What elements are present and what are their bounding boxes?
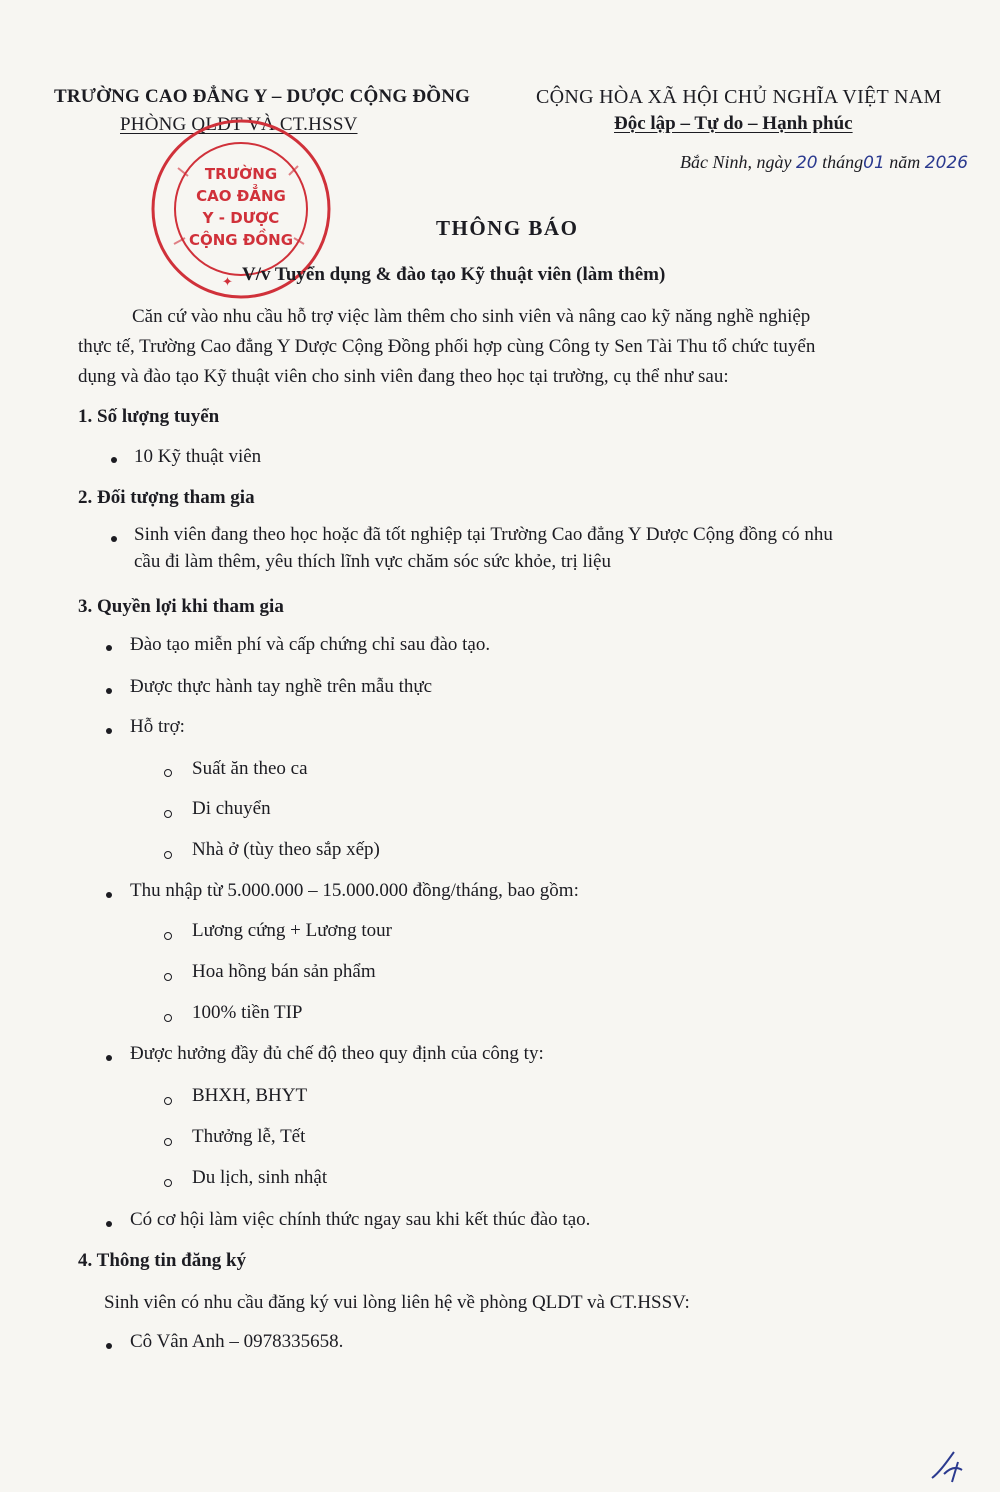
stamp-line-1: TRƯỜNG xyxy=(204,165,278,183)
bullet-icon xyxy=(111,536,117,542)
svg-text:✦: ✦ xyxy=(222,275,233,290)
stamp-line-4: CỘNG ĐỒNG xyxy=(188,231,294,249)
stamp-line-2: CAO ĐẲNG xyxy=(196,187,286,205)
date-month: 01 xyxy=(863,153,885,173)
bullet-icon xyxy=(106,1221,112,1227)
list-item: Sinh viên đang theo học hoặc đã tốt nghiệp tại Trường Cao đẳng Y Dược Cộng đồng có nhu xyxy=(134,524,833,545)
section-4-heading: 4. Thông tin đăng ký xyxy=(78,1250,247,1271)
date-line xyxy=(680,152,968,173)
national-motto: Độc lập – Tự do – Hạnh phúc xyxy=(614,113,853,134)
bullet-icon xyxy=(106,645,112,651)
document-subject: V/v Tuyển dụng & đào tạo Kỹ thuật viên (làm thêm) xyxy=(242,264,666,285)
intro-line-2: thực tế, Trường Cao đẳng Y Dược Cộng Đồng phối hợp cùng Công ty Sen Tài Thu tổ chức tuyển xyxy=(78,336,816,357)
section-2-heading: 2. Đối tượng tham gia xyxy=(78,487,255,508)
sub-list-item: Nhà ở (tùy theo sắp xếp) xyxy=(192,839,380,860)
list-item: Đào tạo miễn phí và cấp chứng chỉ sau đào tạo. xyxy=(130,634,491,655)
stamp-line-3: Y - DƯỢC xyxy=(202,209,280,227)
list-item: Được thực hành tay nghề trên mẫu thực xyxy=(130,676,433,697)
country-name: CỘNG HÒA XÃ HỘI CHỦ NGHĨA VIỆT NAM xyxy=(536,86,942,108)
sub-bullet-icon xyxy=(164,810,172,818)
section-3-heading: 3. Quyền lợi khi tham gia xyxy=(78,596,284,617)
section-1-heading: 1. Số lượng tuyển xyxy=(78,406,220,427)
sub-list-item: Hoa hồng bán sản phẩm xyxy=(192,961,376,982)
sub-list-item: BHXH, BHYT xyxy=(192,1085,308,1106)
sub-bullet-icon xyxy=(164,851,172,859)
list-item: Có cơ hội làm việc chính thức ngay sau khi kết thúc đào tạo. xyxy=(130,1209,591,1230)
list-item: Hỗ trợ: xyxy=(130,716,185,737)
date-year-label: năm xyxy=(889,152,921,172)
sub-bullet-icon xyxy=(164,1138,172,1146)
sub-bullet-icon xyxy=(164,769,172,777)
bullet-icon xyxy=(106,728,112,734)
sub-list-item: Lương cứng + Lương tour xyxy=(192,920,392,941)
list-item: Thu nhập từ 5.000.000 – 15.000.000 đồng/tháng, bao gồm: xyxy=(130,880,579,901)
bullet-icon xyxy=(106,1055,112,1061)
sub-list-item: 100% tiền TIP xyxy=(192,1002,303,1023)
initials-mark-icon xyxy=(926,1448,976,1488)
bullet-icon xyxy=(106,1343,112,1349)
sub-bullet-icon xyxy=(164,973,172,981)
sub-list-item: Du lịch, sinh nhật xyxy=(192,1167,328,1188)
sub-bullet-icon xyxy=(164,1014,172,1022)
date-place: Bắc Ninh, ngày xyxy=(680,152,792,172)
department-name: PHÒNG QLĐT VÀ CT.HSSV xyxy=(120,114,358,135)
bullet-icon xyxy=(106,892,112,898)
intro-line-1: Căn cứ vào nhu cầu hỗ trợ việc làm thêm cho sinh viên và nâng cao kỹ năng nghề nghiệp xyxy=(132,306,811,327)
sub-list-item: Di chuyển xyxy=(192,798,271,819)
list-item-continued: cầu đi làm thêm, yêu thích lĩnh vực chăm sóc sức khỏe, trị liệu xyxy=(134,551,611,572)
date-year: 2026 xyxy=(924,153,969,173)
date-day: 20 xyxy=(795,153,818,173)
intro-line-3: dụng và đào tạo Kỹ thuật viên cho sinh viên đang theo học tại trường, cụ thể như sau: xyxy=(78,366,729,387)
registration-info: Sinh viên có nhu cầu đăng ký vui lòng liên hệ về phòng QLDT và CT.HSSV: xyxy=(104,1292,690,1313)
sub-list-item: Suất ăn theo ca xyxy=(192,758,308,779)
document-title: THÔNG BÁO xyxy=(436,216,579,240)
sub-bullet-icon xyxy=(164,1097,172,1105)
school-name: TRƯỜNG CAO ĐẲNG Y – DƯỢC CỘNG ĐỒNG xyxy=(54,86,471,107)
sub-bullet-icon xyxy=(164,1179,172,1187)
sub-bullet-icon xyxy=(164,932,172,940)
date-month-label: tháng xyxy=(822,152,864,172)
list-item: 10 Kỹ thuật viên xyxy=(134,446,262,467)
bullet-icon xyxy=(111,457,117,463)
sub-list-item: Thưởng lễ, Tết xyxy=(192,1126,306,1147)
list-item: Được hưởng đầy đủ chế độ theo quy định của công ty: xyxy=(130,1043,544,1064)
contact-item: Cô Vân Anh – 0978335658. xyxy=(130,1331,344,1352)
bullet-icon xyxy=(106,688,112,694)
